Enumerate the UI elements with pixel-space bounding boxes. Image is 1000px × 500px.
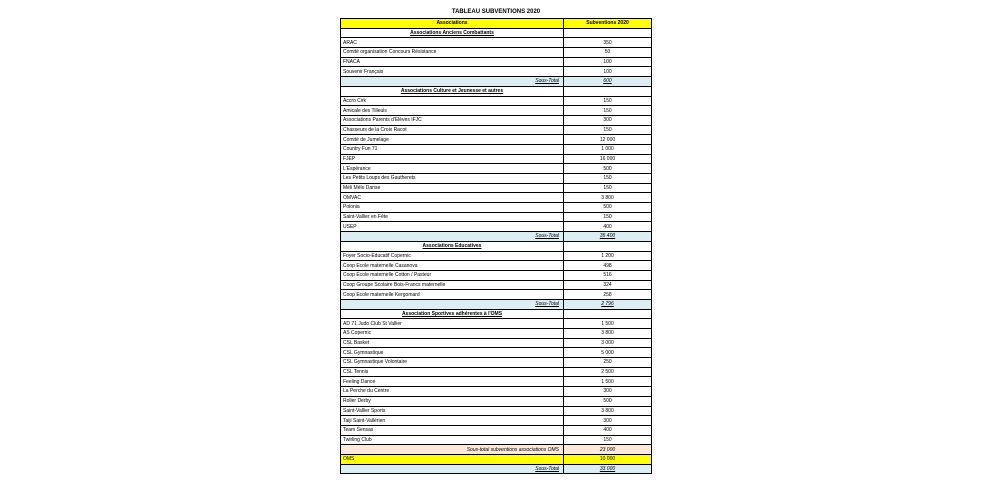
table-row xyxy=(341,48,652,58)
oms-amount: 10 000 xyxy=(564,454,652,464)
oms-subtotal-row xyxy=(341,445,652,455)
subsidy-amount: 324 xyxy=(564,280,652,290)
subsidy-amount: 1 500 xyxy=(564,319,652,329)
table-row xyxy=(341,164,652,174)
association-name: CSL Basket xyxy=(341,338,564,348)
association-name: Roller Derby xyxy=(341,396,564,406)
table-row xyxy=(341,290,652,300)
table-row xyxy=(341,338,652,348)
association-name: Polonia xyxy=(341,203,564,213)
subsidy-amount: 2 500 xyxy=(564,367,652,377)
table-row xyxy=(341,183,652,193)
subsidy-amount: 500 xyxy=(564,164,652,174)
final-subtotal-amount: 33 000 xyxy=(564,464,652,474)
table-row xyxy=(341,251,652,261)
association-name: L'Espérance xyxy=(341,164,564,174)
association-name: Associations Parents d'Elèves IFJC xyxy=(341,115,564,125)
subsidy-amount: 3 800 xyxy=(564,193,652,203)
subsidy-amount: 3 800 xyxy=(564,329,652,339)
association-name: Taiji Saint-Vallérien xyxy=(341,416,564,426)
subsidy-amount: 400 xyxy=(564,425,652,435)
section-heading-row xyxy=(341,241,652,251)
subsidy-amount: 300 xyxy=(564,387,652,397)
section-heading: Associations Educatives xyxy=(341,241,564,251)
subsidy-amount: 3 000 xyxy=(564,338,652,348)
subsidy-amount: 150 xyxy=(564,435,652,445)
table-row xyxy=(341,57,652,67)
association-name: Coop Groupe Scolaire Bois-Francs maternelle xyxy=(341,280,564,290)
subsidy-amount: 3 800 xyxy=(564,406,652,416)
association-name: Coop Ecole maternelle Kergomard xyxy=(341,290,564,300)
final-subtotal-label: Sous-Total xyxy=(341,464,564,474)
table-row xyxy=(341,435,652,445)
association-name: Team Sensas xyxy=(341,425,564,435)
association-name: Foyer Socio-Educatif Copernic xyxy=(341,251,564,261)
table-row xyxy=(341,396,652,406)
subtotal-row xyxy=(341,232,652,242)
association-name: CSL Gymnastique xyxy=(341,348,564,358)
table-row xyxy=(341,358,652,368)
association-name: Comité de Jumelage xyxy=(341,135,564,145)
association-name: OMVAC xyxy=(341,193,564,203)
subsidy-amount: 150 xyxy=(564,106,652,116)
table-row xyxy=(341,261,652,271)
association-name: Souvenir Français xyxy=(341,67,564,77)
table-row xyxy=(341,329,652,339)
subsidy-amount: 498 xyxy=(564,261,652,271)
association-name: USEP xyxy=(341,222,564,232)
association-name: Amicale des Tilleuls xyxy=(341,106,564,116)
subsidy-amount: 300 xyxy=(564,115,652,125)
subsidy-amount: 258 xyxy=(564,290,652,300)
subtotal-amount: 35 400 xyxy=(564,232,652,242)
association-name: Comité organisation Concours Résistance xyxy=(341,48,564,58)
subsidy-amount: 400 xyxy=(564,222,652,232)
subsidies-table xyxy=(340,18,652,474)
subsidy-amount: 16 000 xyxy=(564,154,652,164)
subtotal-row xyxy=(341,77,652,87)
table-row xyxy=(341,406,652,416)
subsidy-amount: 100 xyxy=(564,67,652,77)
subtotal-amount: 600 xyxy=(564,77,652,87)
subsidy-amount: 150 xyxy=(564,183,652,193)
association-name: Twirling Club xyxy=(341,435,564,445)
page-title: TABLEAU SUBVENTIONS 2020 xyxy=(451,9,541,15)
table-row xyxy=(341,193,652,203)
association-name: FNACA xyxy=(341,57,564,67)
section-heading-row xyxy=(341,28,652,38)
association-name: AS Copernic xyxy=(341,329,564,339)
empty-cell xyxy=(564,86,652,96)
table-row xyxy=(341,174,652,184)
table-row xyxy=(341,203,652,213)
table-row xyxy=(341,38,652,48)
subsidy-amount: 500 xyxy=(564,396,652,406)
table-row xyxy=(341,319,652,329)
association-name: Coop Ecole maternelle Casanova xyxy=(341,261,564,271)
association-name: Feeling Dance xyxy=(341,377,564,387)
section-heading: Associations Anciens Combattants xyxy=(341,28,564,38)
subsidy-amount: 150 xyxy=(564,96,652,106)
section-heading-row xyxy=(341,309,652,319)
empty-cell xyxy=(564,309,652,319)
subsidy-amount: 150 xyxy=(564,174,652,184)
section-heading: Association Sportives adhérentes à l'OMS xyxy=(341,309,564,319)
subtotal-row xyxy=(341,299,652,309)
table-header-row xyxy=(341,19,652,29)
association-name: Méli Mélo Danse xyxy=(341,183,564,193)
table-row xyxy=(341,144,652,154)
subsidy-amount: 250 xyxy=(564,358,652,368)
association-name: Coop Ecole maternelle Cotton / Pasteur xyxy=(341,270,564,280)
subsidy-amount: 516 xyxy=(564,270,652,280)
association-name: CSL Gymnastique Volontaire xyxy=(341,358,564,368)
subsidy-amount: 500 xyxy=(564,203,652,213)
association-name: AD 71 Judo Club St Vallier xyxy=(341,319,564,329)
association-name: Saint-Vallier Sports xyxy=(341,406,564,416)
subtotal-label: Sous-Total xyxy=(341,77,564,87)
subsidy-amount: 150 xyxy=(564,125,652,135)
association-name: ARAC xyxy=(341,38,564,48)
subtotal-label: Sous-Total xyxy=(341,232,564,242)
association-name: La Perche du Centre xyxy=(341,387,564,397)
header-associations: Associations xyxy=(341,19,564,29)
table-row xyxy=(341,377,652,387)
table-row xyxy=(341,154,652,164)
final-subtotal-row xyxy=(341,464,652,474)
association-name: Chasseurs de la Croix Racot xyxy=(341,125,564,135)
subsidy-amount: 150 xyxy=(564,212,652,222)
table-row xyxy=(341,135,652,145)
table-row xyxy=(341,106,652,116)
table-row xyxy=(341,348,652,358)
subtotal-amount: 2 796 xyxy=(564,299,652,309)
oms-subtotal-amount: 23 000 xyxy=(564,445,652,455)
section-heading: Associations Culture et Jeunesse et autres xyxy=(341,86,564,96)
subsidy-amount: 5 000 xyxy=(564,348,652,358)
oms-subtotal-label: Sous-total subventions associations OMS xyxy=(341,445,564,455)
empty-cell xyxy=(564,28,652,38)
section-heading-row xyxy=(341,86,652,96)
subsidy-amount: 1 500 xyxy=(564,377,652,387)
table-row xyxy=(341,212,652,222)
table-row xyxy=(341,280,652,290)
table-row xyxy=(341,416,652,426)
oms-name: OMS xyxy=(341,454,564,464)
subsidy-amount: 12 000 xyxy=(564,135,652,145)
table-row xyxy=(341,270,652,280)
association-name: CSL Tennis xyxy=(341,367,564,377)
table-row xyxy=(341,222,652,232)
table-row xyxy=(341,387,652,397)
subsidy-amount: 350 xyxy=(564,38,652,48)
subsidy-amount: 300 xyxy=(564,416,652,426)
subsidy-amount: 100 xyxy=(564,57,652,67)
subsidy-amount: 1 200 xyxy=(564,251,652,261)
table-row xyxy=(341,425,652,435)
table-body xyxy=(341,19,652,474)
header-subventions: Subventions 2020 xyxy=(564,19,652,29)
table-row xyxy=(341,125,652,135)
subsidy-amount: 1 000 xyxy=(564,144,652,154)
association-name: FJEP xyxy=(341,154,564,164)
association-name: Country Fun 71 xyxy=(341,144,564,154)
table-row xyxy=(341,115,652,125)
oms-row xyxy=(341,454,652,464)
table-row xyxy=(341,96,652,106)
association-name: Saint-Vallier en Fête xyxy=(341,212,564,222)
empty-cell xyxy=(564,241,652,251)
association-name: Accro Cirk xyxy=(341,96,564,106)
table-row xyxy=(341,67,652,77)
association-name: Les Petits Loups des Gautherets xyxy=(341,174,564,184)
table-row xyxy=(341,367,652,377)
subtotal-label: Sous-Total xyxy=(341,299,564,309)
subsidy-amount: 50 xyxy=(564,48,652,58)
